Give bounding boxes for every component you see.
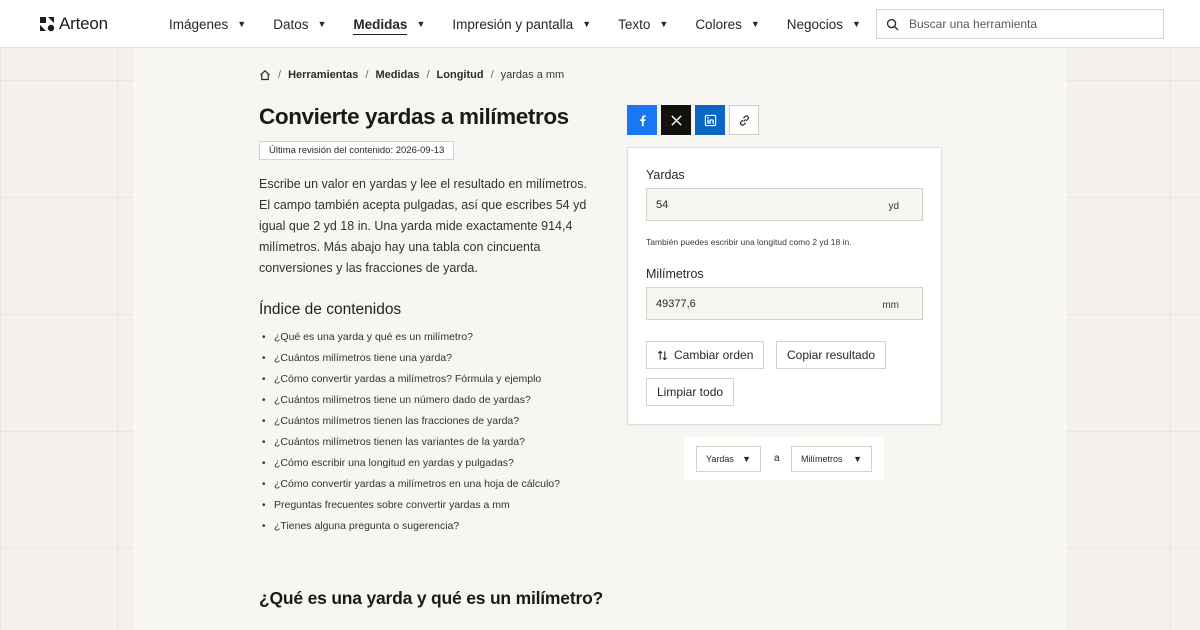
caret-down-icon: ▼ — [750, 19, 760, 29]
toc-link[interactable]: ¿Tienes alguna pregunta o sugerencia? — [274, 520, 460, 532]
from-field — [646, 188, 923, 221]
caret-down-icon: ▼ — [659, 19, 669, 29]
toc-item — [259, 453, 560, 474]
toc-link[interactable]: ¿Cómo convertir yardas a milímetros? Fórmula y ejemplo — [274, 373, 542, 385]
toc-link[interactable]: ¿Cuántos milímetros tienen las fracciones de yarda? — [274, 415, 520, 427]
toc-item — [259, 474, 560, 495]
yards-input[interactable] — [647, 199, 867, 211]
x-icon — [670, 114, 683, 127]
toc-item — [259, 411, 560, 432]
toc-link[interactable]: ¿Cómo escribir una longitud en yardas y pulgadas? — [274, 457, 514, 469]
brand-name: Arteon — [59, 14, 108, 33]
nav-item-impresion[interactable] — [452, 0, 591, 48]
revision-badge: Última revisión del contenido: 2026-09-13 — [259, 141, 454, 160]
nav-item-medidas[interactable] — [353, 0, 425, 48]
intro-paragraph: Escribe un valor en yardas y lee el resultado en milímetros. El campo también acepta pulgadas, así que escribes 54 yd igual que 2 yd 18 in. Una yarda mide exactamente 914,4 milímetros. Más abajo hay una tabla con cincuenta conversiones y las fracciones de yarda. — [259, 177, 587, 275]
input-hint: También puedes escribir una longitud como 2 yd 18 in. — [646, 237, 852, 247]
toc-link[interactable]: ¿Cómo convertir yardas a milímetros en una hoja de cálculo? — [274, 478, 560, 490]
toc-link[interactable]: Preguntas frecuentes sobre convertir yardas a mm — [274, 499, 510, 511]
copy-link-button[interactable] — [729, 105, 759, 135]
caret-down-icon: ▼ — [237, 19, 247, 29]
logo-icon — [39, 16, 55, 32]
to-field — [646, 287, 923, 320]
nav-label: Texto — [618, 16, 651, 32]
search-icon — [886, 18, 899, 31]
swap-button[interactable] — [646, 341, 764, 369]
nav-label: Datos — [273, 16, 309, 32]
toc-item — [259, 348, 560, 369]
nav-label: Imágenes — [169, 16, 229, 32]
top-bar — [0, 0, 1200, 48]
main-nav — [169, 0, 888, 48]
breadcrumb-separator: / — [426, 69, 430, 81]
toc-link[interactable]: ¿Qué es una yarda y qué es un milímetro? — [274, 331, 474, 343]
page-title: Convierte yardas a milímetros — [259, 104, 569, 129]
nav-item-negocios[interactable] — [787, 0, 861, 48]
breadcrumb — [259, 69, 564, 81]
caret-down-icon: ▼ — [852, 19, 861, 29]
breadcrumb-separator: / — [365, 69, 369, 81]
toc-link[interactable]: ¿Cuántos milímetros tienen las variantes de la yarda? — [274, 436, 525, 448]
to-unit-select[interactable] — [791, 446, 872, 472]
from-unit-select-value: Yardas — [706, 454, 734, 464]
to-unit: mm — [882, 300, 899, 311]
caret-down-icon: ▼ — [416, 19, 426, 29]
breadcrumb-separator: / — [278, 69, 282, 81]
from-unit-select[interactable] — [696, 446, 761, 472]
caret-down-icon: ▼ — [853, 454, 862, 464]
toc-item — [259, 327, 560, 348]
from-unit: yd — [888, 201, 899, 212]
converter-card — [627, 147, 942, 425]
breadcrumb-separator: / — [490, 69, 494, 81]
breadcrumb-medidas[interactable]: Medidas — [375, 69, 420, 81]
clear-all-button[interactable] — [646, 378, 734, 406]
toc-item — [259, 369, 560, 390]
toc-item — [259, 432, 560, 453]
toc-heading: Índice de contenidos — [259, 301, 402, 318]
unit-separator: a — [774, 453, 780, 464]
to-unit-select-value: Milímetros — [801, 454, 843, 464]
breadcrumb-herramientas[interactable]: Herramientas — [288, 69, 359, 81]
caret-down-icon: ▼ — [317, 19, 327, 29]
nav-item-imagenes[interactable] — [169, 0, 246, 48]
toc-link[interactable]: ¿Cuántos milímetros tiene una yarda? — [274, 352, 453, 364]
section-heading: ¿Qué es una yarda y qué es un milímetro? — [259, 588, 604, 608]
nav-item-datos[interactable] — [273, 0, 326, 48]
swap-arrows-icon — [657, 350, 668, 361]
nav-label: Colores — [695, 16, 742, 32]
linkedin-icon — [704, 114, 717, 127]
share-buttons — [627, 105, 759, 135]
nav-item-colores[interactable] — [695, 0, 759, 48]
toc-item — [259, 495, 560, 516]
table-of-contents — [259, 327, 560, 537]
breadcrumb-longitud[interactable]: Longitud — [436, 69, 484, 81]
share-x-button[interactable] — [661, 105, 691, 135]
home-icon[interactable] — [259, 69, 271, 81]
clear-all-label: Limpiar todo — [657, 385, 724, 399]
link-icon — [738, 114, 751, 127]
nav-label: Medidas — [353, 16, 408, 32]
toc-item — [259, 516, 560, 537]
brand-logo[interactable] — [39, 14, 108, 34]
search-input[interactable] — [909, 17, 1149, 31]
breadcrumb-current: yardas a mm — [500, 69, 565, 81]
share-facebook-button[interactable] — [627, 105, 657, 135]
swap-button-label: Cambiar orden — [674, 348, 754, 362]
unit-selector — [684, 437, 884, 480]
copy-result-label: Copiar resultado — [787, 348, 876, 362]
nav-label: Impresión y pantalla — [452, 16, 574, 32]
to-label: Milímetros — [646, 267, 704, 281]
nav-label: Negocios — [786, 16, 844, 32]
caret-down-icon: ▼ — [742, 454, 751, 464]
nav-item-texto[interactable] — [618, 0, 668, 48]
search-box — [876, 9, 1164, 39]
toc-item — [259, 390, 560, 411]
copy-result-button[interactable] — [776, 341, 886, 369]
caret-down-icon: ▼ — [582, 19, 592, 29]
millimeters-input[interactable] — [647, 298, 867, 310]
toc-link[interactable]: ¿Cuántos milímetros tiene un número dado de yardas? — [274, 394, 531, 406]
from-label: Yardas — [646, 168, 685, 182]
facebook-icon — [636, 114, 649, 127]
share-linkedin-button[interactable] — [695, 105, 725, 135]
